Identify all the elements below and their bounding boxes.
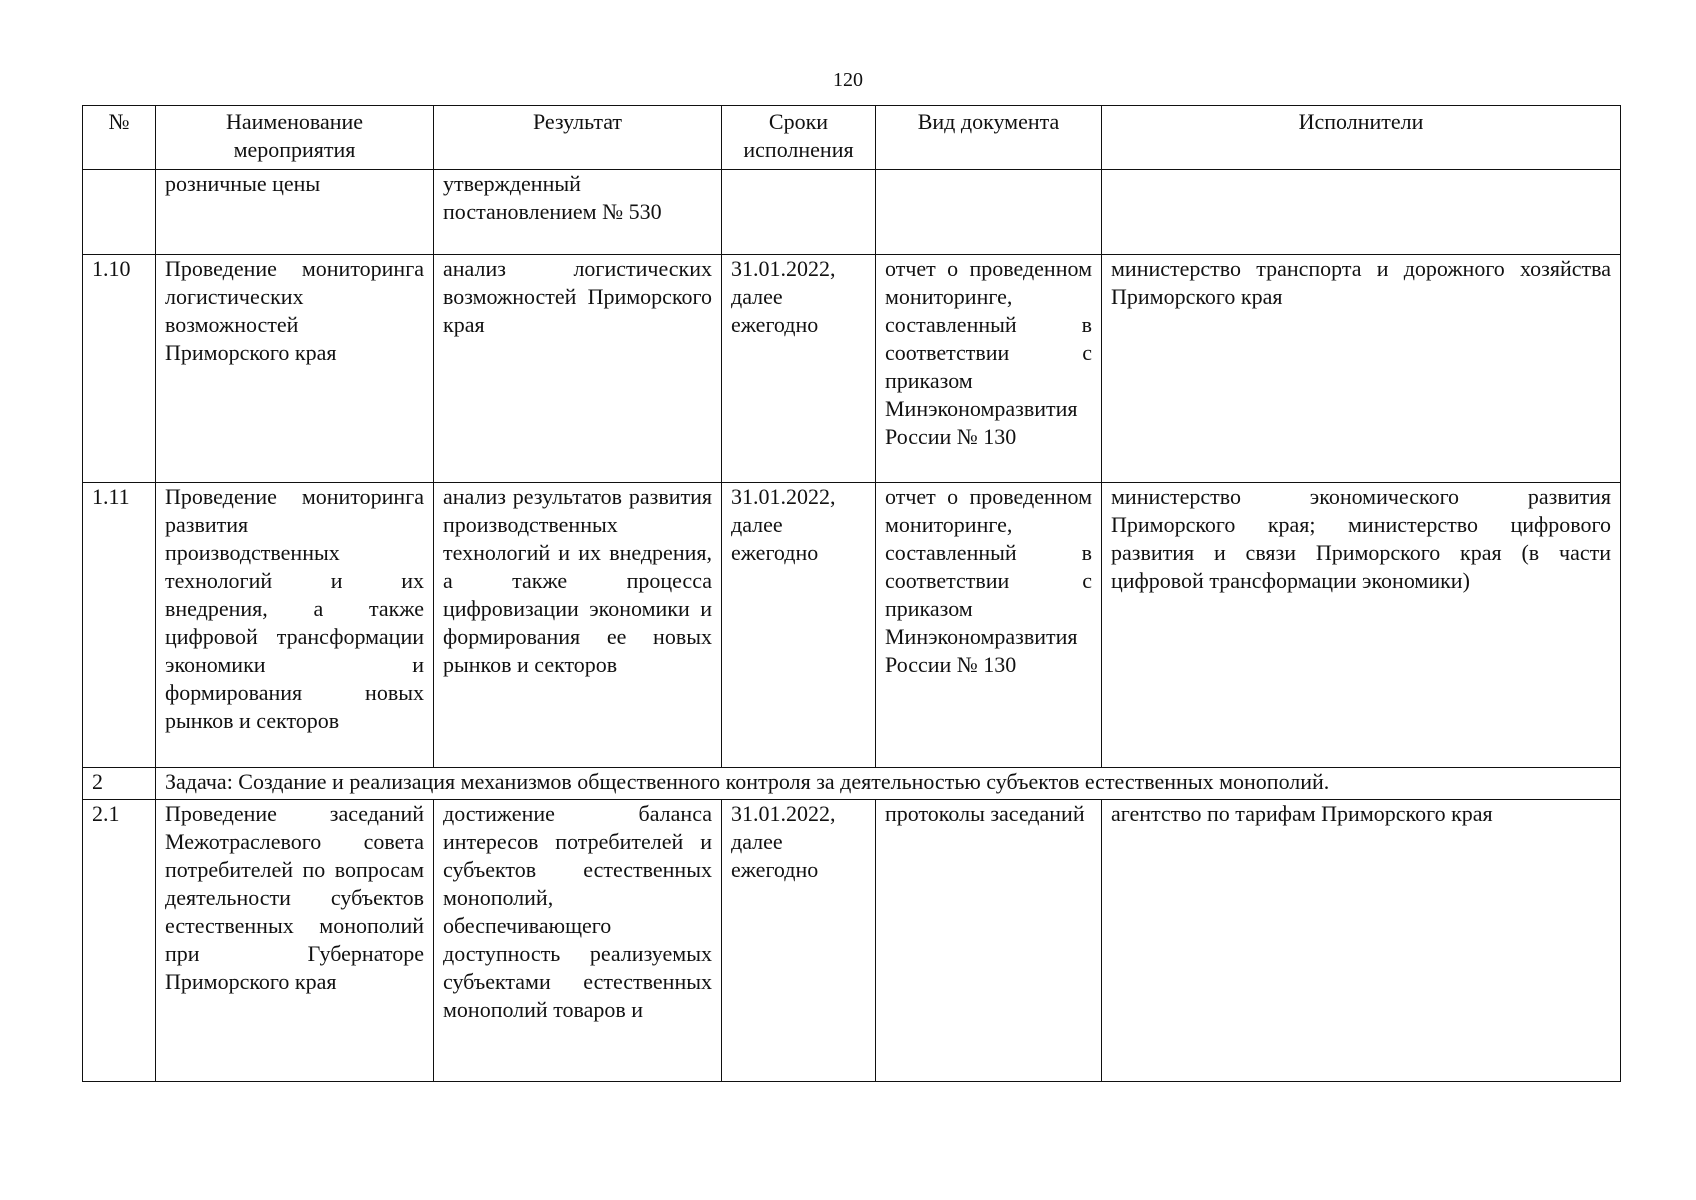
- row-name: Проведение мониторинга развития производственных технологий и их внедрения, а также цифровой трансформации экономики и формирования новых рынков и секторов: [156, 483, 434, 768]
- row-executors: министерство транспорта и дорожного хозяйства Приморского края: [1102, 255, 1621, 483]
- row-num: 1.11: [83, 483, 156, 768]
- row-num: 2.1: [83, 800, 156, 1082]
- header-num: №: [83, 106, 156, 170]
- row-doc-type: отчет о проведенном мониторинге, составленный в соответствии с приказом Минэкономразвития России № 130: [876, 483, 1102, 768]
- header-row: [83, 106, 1621, 170]
- row-deadline: 31.01.2022, далее ежегодно: [722, 483, 876, 768]
- table-row: [83, 170, 1621, 255]
- row-result: анализ результатов развития производственных технологий и их внедрения, а также процесса цифровизации экономики и формирования ее новых рынков и секторов: [434, 483, 722, 768]
- table-row: [83, 483, 1621, 768]
- row-doc-type: протоколы заседаний: [876, 800, 1102, 1082]
- row-deadline: [722, 170, 876, 255]
- row-doc-type: [876, 170, 1102, 255]
- header-name: Наименование мероприятия: [156, 106, 434, 170]
- plan-table: [82, 105, 1621, 1082]
- header-deadline: Сроки исполнения: [722, 106, 876, 170]
- row-num: [83, 170, 156, 255]
- table-row: [83, 255, 1621, 483]
- row-result: утвержденный постановлением № 530: [434, 170, 722, 255]
- row-name: Проведение мониторинга логистических возможностей Приморского края: [156, 255, 434, 483]
- header-doc-type: Вид документа: [876, 106, 1102, 170]
- header-result: Результат: [434, 106, 722, 170]
- row-num: 1.10: [83, 255, 156, 483]
- row-executors: министерство экономического развития Приморского края; министерство цифрового развития и связи Приморского края (в части цифровой трансформации экономики): [1102, 483, 1621, 768]
- row-doc-type: отчет о проведенном мониторинге, составленный в соответствии с приказом Минэкономразвития России № 130: [876, 255, 1102, 483]
- row-deadline: 31.01.2022, далее ежегодно: [722, 800, 876, 1082]
- page-number: 120: [833, 69, 863, 91]
- task-text: Задача: Создание и реализация механизмов общественного контроля за деятельностью субъектов естественных монополий.: [156, 768, 1621, 800]
- task-num: 2: [83, 768, 156, 800]
- task-row: [83, 768, 1621, 800]
- row-name: розничные цены: [156, 170, 434, 255]
- row-name: Проведение заседаний Межотраслевого совета потребителей по вопросам деятельности субъектов естественных монополий при Губернаторе Приморского края: [156, 800, 434, 1082]
- table-row: [83, 800, 1621, 1082]
- row-executors: агентство по тарифам Приморского края: [1102, 800, 1621, 1082]
- row-result: анализ логистических возможностей Приморского края: [434, 255, 722, 483]
- row-result: достижение баланса интересов потребителей и субъектов естественных монополий, обеспечивающего доступность реализуемых субъектами естественных монополий товаров и: [434, 800, 722, 1082]
- row-deadline: 31.01.2022, далее ежегодно: [722, 255, 876, 483]
- row-executors: [1102, 170, 1621, 255]
- header-executors: Исполнители: [1102, 106, 1621, 170]
